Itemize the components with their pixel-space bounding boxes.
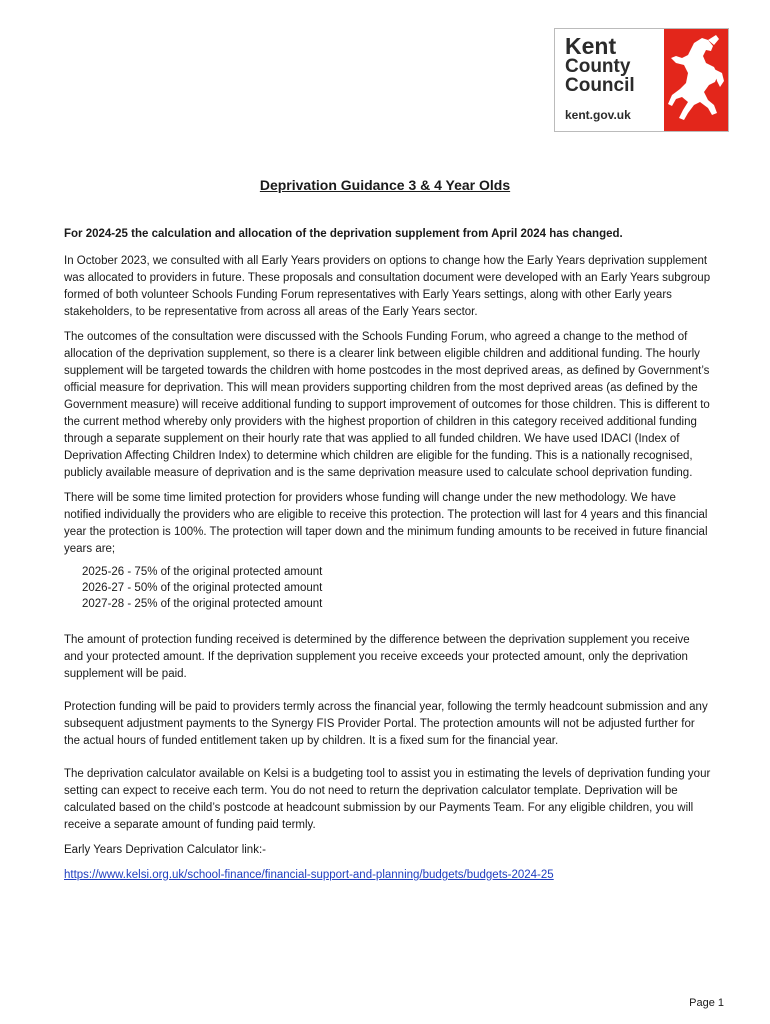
list-item: 2026-27 - 50% of the original protected amount (82, 582, 323, 594)
lead-paragraph: For 2024-25 the calculation and allocation of the deprivation supplement from April 2024 has changed. (64, 228, 623, 240)
logo-red-panel (664, 29, 728, 131)
paragraph-calculator: The deprivation calculator available on Kelsi is a budgeting tool to assist you in estimating the levels of deprivation funding your setting can expect to receive each term. You do not need to return the deprivation calculator template. Deprivation will be calculated based on the child’s postcode at headcount submission by our Payments Team. For any eligible children, you will receive a separate amount of funding paid termly. (64, 768, 711, 831)
document-body (64, 226, 712, 892)
list-item: 2025-26 - 75% of the original protected amount (82, 566, 323, 578)
paragraph-protection: There will be some time limited protection for providers whose funding will change under the new methodology. We have notified individually the providers who are eligible to receive this protection. The protection will last for 4 years and this financial year the protection is 100%. The protection will taper down and the minimum funding amounts to be received in future financial years are; (64, 492, 708, 555)
list-item: 2027-28 - 25% of the original protected amount (82, 598, 323, 610)
paragraph-consultation: In October 2023, we consulted with all Early Years providers on options to change how the Early Years deprivation supplement was allocated to providers in future. These proposals and consultation document were developed with an Early Years subgroup formed of both volunteer Schools Funding Forum representatives with Early Years settings, along with other Early years stakeholders, to be representative from across all areas of the Early Years sector. (64, 255, 711, 318)
page-title: Deprivation Guidance 3 & 4 Year Olds (259, 177, 511, 193)
page-number: Page 1 (689, 997, 724, 1009)
white-horse-icon (664, 29, 728, 131)
logo-line-council: Council (565, 75, 635, 96)
kent-county-council-logo (554, 28, 729, 132)
logo-line-county: County (565, 56, 631, 77)
logo-wordmark (565, 35, 635, 95)
logo-line-kent: Kent (565, 33, 617, 59)
calculator-link-label: Early Years Deprivation Calculator link:- (64, 844, 266, 856)
paragraph-protection-payment: Protection funding will be paid to providers termly across the financial year, following the termly headcount submission and any subsequent adjustment payments to the Synergy FIS Provider Portal. The protection amounts will not be adjusted further for the actual hours of funded entitlement taken up by children. It is a fixed sum for the financial year. (64, 701, 708, 747)
paragraph-protection-amount: The amount of protection funding received is determined by the difference between the deprivation supplement you receive and your protected amount. If the deprivation supplement you receive exceeds your protected amount, only the deprivation supplement will be paid. (64, 634, 690, 680)
protection-schedule-list (82, 564, 712, 612)
logo-url: kent.gov.uk (565, 108, 631, 122)
paragraph-outcomes: The outcomes of the consultation were discussed with the Schools Funding Forum, who agreed a change to the method of allocation of the deprivation supplement, so there is a clearer link between eligible children and additional funding. The hourly supplement will be targeted towards the children with home postcodes in the most deprived areas, as defined by Government’s official measure for deprivation. This will mean providers supporting children from the most deprived areas (as defined by the Government measure) will receive additional funding to support improvement of outcomes for those children. This is different to the current method whereby only providers with the highest proportion of children in this category received additional funding through a separate supplement on their hourly rate that was applied to all funded children. We have used IDACI (Index of Deprivation Affecting Children Index) to determine which children are eligible for the funding. This is a nationally recognised, publicly available measure of deprivation and is the same deprivation measure used to calculate school deprivation funding. (64, 331, 710, 479)
calculator-link[interactable]: https://www.kelsi.org.uk/school-finance/financial-support-and-planning/budgets/budgets-2024-25 (64, 869, 554, 881)
